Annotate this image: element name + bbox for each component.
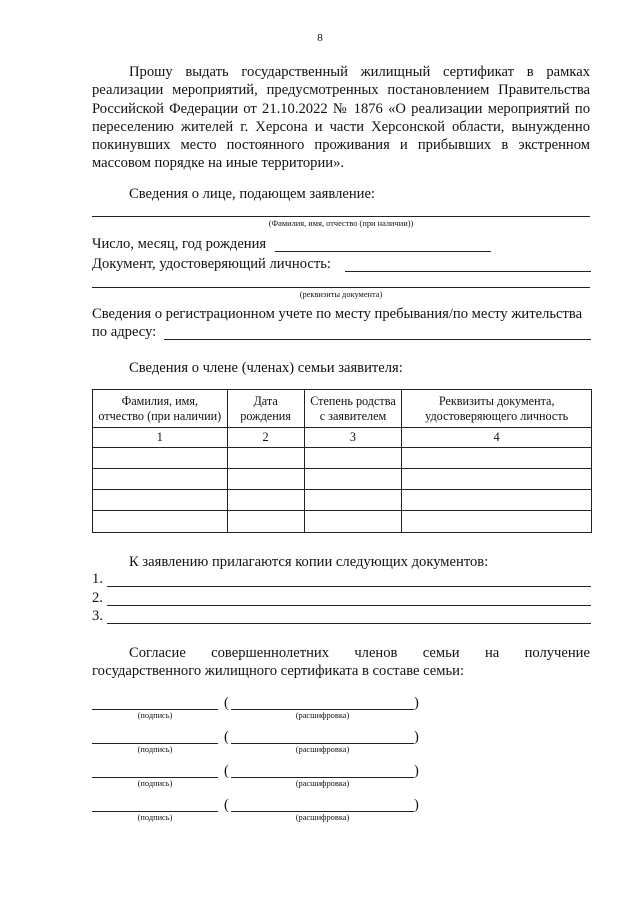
open-paren: ( xyxy=(224,695,229,711)
consent-word: получение xyxy=(524,645,590,661)
table-header-row xyxy=(93,390,592,428)
attachment-field[interactable] xyxy=(107,605,591,606)
signature-field[interactable] xyxy=(92,709,218,710)
close-paren: ) xyxy=(414,695,419,711)
table-cell[interactable] xyxy=(304,511,402,533)
open-paren: ( xyxy=(224,797,229,813)
column-header-document: Реквизиты документа, удостоверяющего личность xyxy=(402,390,592,428)
column-header-relationship: Степень родства с заявителем xyxy=(304,390,402,428)
table-cell[interactable] xyxy=(402,511,592,533)
column-number: 3 xyxy=(304,428,402,448)
signature-hint: (подпись) xyxy=(137,813,173,822)
attachment-field[interactable] xyxy=(107,586,591,587)
table-cell[interactable] xyxy=(93,490,228,511)
table-cell[interactable] xyxy=(93,511,228,533)
open-paren: ( xyxy=(224,729,229,745)
column-number: 1 xyxy=(93,428,228,448)
applicant-name-hint: (Фамилия, имя, отчество (при наличии)) xyxy=(268,219,414,228)
table-cell[interactable] xyxy=(304,469,402,490)
open-paren: ( xyxy=(224,763,229,779)
attachment-field[interactable] xyxy=(107,623,591,624)
registration-address-field[interactable] xyxy=(164,339,591,340)
decode-field[interactable] xyxy=(231,777,414,778)
attachment-number: 1. xyxy=(92,571,103,587)
table-cell[interactable] xyxy=(402,469,592,490)
decode-hint: (расшифровка) xyxy=(295,745,350,754)
family-members-table xyxy=(92,389,592,533)
table-cell[interactable] xyxy=(93,469,228,490)
request-paragraph: Прошу выдать государственный жилищный сертификат в рамках реализации мероприятий, предусмотренных постановлением Правительства Российской Федерации от 21.10.2022 № 1876 «О реализации мероприятий по переселению жителей г. Херсона и части Херсонской области, вынужденно покинувших место постоянного проживания и прибывших в экстренном массовом порядке на иные территории». xyxy=(92,64,590,172)
close-paren: ) xyxy=(414,729,419,745)
applicant-heading: Сведения о лице, подающем заявление: xyxy=(129,186,375,202)
column-header-birth-date: Дата рождения xyxy=(227,390,304,428)
table-cell[interactable] xyxy=(402,490,592,511)
decode-field[interactable] xyxy=(231,811,414,812)
page-number: 8 xyxy=(317,32,323,44)
identity-document-field-line2[interactable] xyxy=(92,287,590,288)
birth-date-label: Число, месяц, год рождения xyxy=(92,236,267,252)
signature-hint: (подпись) xyxy=(137,745,173,754)
table-row xyxy=(93,511,592,533)
table-cell[interactable] xyxy=(304,490,402,511)
consent-word: Согласие xyxy=(129,645,186,661)
table-cell[interactable] xyxy=(227,469,304,490)
attachment-number: 3. xyxy=(92,608,103,624)
table-cell[interactable] xyxy=(93,448,228,469)
attachments-heading: К заявлению прилагаются копии следующих документов: xyxy=(129,554,489,570)
close-paren: ) xyxy=(414,797,419,813)
decode-hint: (расшифровка) xyxy=(295,779,350,788)
identity-document-field[interactable] xyxy=(345,271,591,272)
column-header-full-name: Фамилия, имя, отчество (при наличии) xyxy=(93,390,228,428)
close-paren: ) xyxy=(414,763,419,779)
signature-hint: (подпись) xyxy=(137,779,173,788)
registration-label: Сведения о регистрационном учете по месту пребывания/по месту жительства xyxy=(92,306,583,322)
consent-word: совершеннолетних xyxy=(211,645,329,661)
table-cell[interactable] xyxy=(304,448,402,469)
table-cell[interactable] xyxy=(402,448,592,469)
attachment-number: 2. xyxy=(92,590,103,606)
table-row xyxy=(93,490,592,511)
table-row xyxy=(93,469,592,490)
table-cell[interactable] xyxy=(227,448,304,469)
consent-line2: государственного жилищного сертификата в составе семьи: xyxy=(92,663,465,679)
decode-hint: (расшифровка) xyxy=(295,711,350,720)
registration-address-label: по адресу: xyxy=(92,324,157,340)
identity-document-label: Документ, удостоверяющий личность: xyxy=(92,256,331,272)
decode-field[interactable] xyxy=(231,743,414,744)
column-number-row xyxy=(93,428,592,448)
family-heading: Сведения о члене (членах) семьи заявителя: xyxy=(129,360,403,376)
consent-word: членов xyxy=(354,645,398,661)
decode-field[interactable] xyxy=(231,709,414,710)
identity-document-hint: (реквизиты документа) xyxy=(299,290,383,299)
table-cell[interactable] xyxy=(227,490,304,511)
consent-line1 xyxy=(92,644,590,662)
applicant-name-field[interactable] xyxy=(92,216,590,217)
birth-date-field[interactable] xyxy=(275,251,491,252)
signature-field[interactable] xyxy=(92,811,218,812)
table-cell[interactable] xyxy=(227,511,304,533)
decode-hint: (расшифровка) xyxy=(295,813,350,822)
consent-word: семьи xyxy=(422,645,460,661)
consent-word: на xyxy=(484,645,500,661)
column-number: 4 xyxy=(402,428,592,448)
signature-field[interactable] xyxy=(92,743,218,744)
column-number: 2 xyxy=(227,428,304,448)
signature-field[interactable] xyxy=(92,777,218,778)
table-row xyxy=(93,448,592,469)
signature-hint: (подпись) xyxy=(137,711,173,720)
